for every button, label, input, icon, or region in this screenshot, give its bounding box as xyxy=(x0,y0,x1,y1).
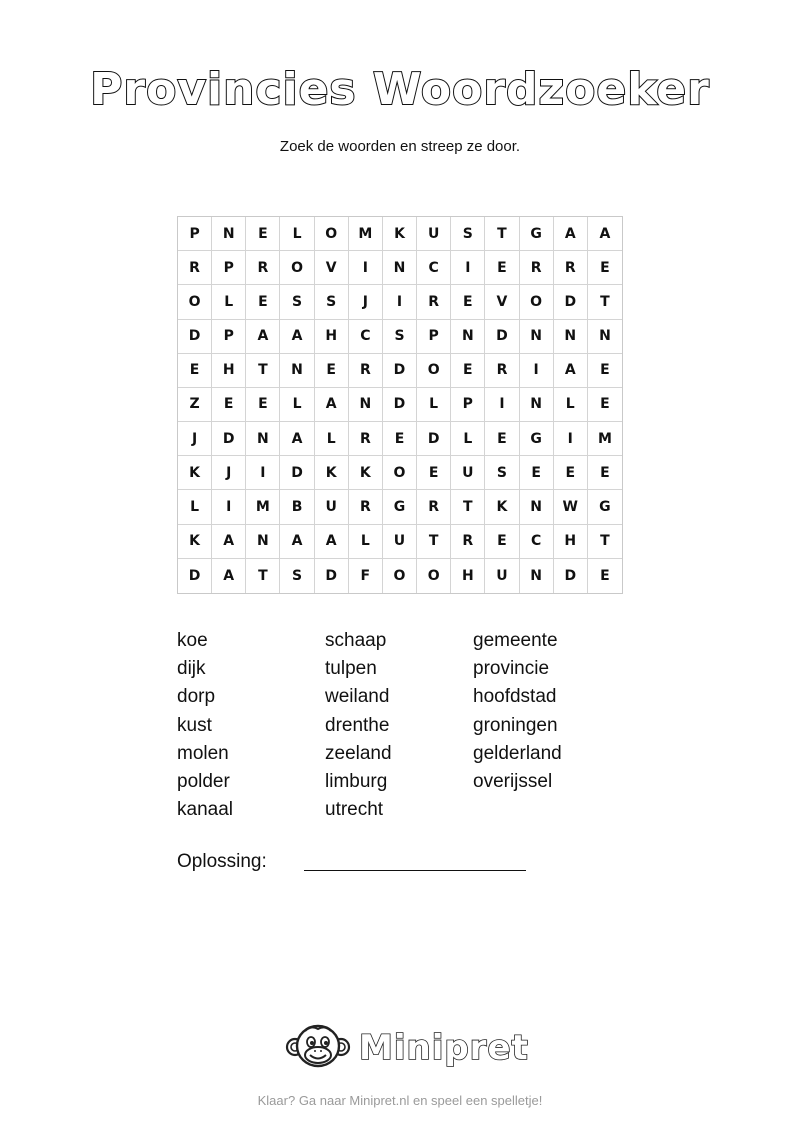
grid-cell[interactable]: K xyxy=(485,490,519,524)
grid-cell[interactable]: K xyxy=(349,456,383,490)
grid-cell[interactable]: D xyxy=(178,559,212,593)
grid-cell[interactable]: O xyxy=(178,285,212,319)
grid-cell[interactable]: O xyxy=(383,456,417,490)
grid-cell[interactable]: R xyxy=(417,285,451,319)
grid-cell[interactable]: U xyxy=(485,559,519,593)
grid-cell[interactable]: N xyxy=(554,320,588,354)
grid-cell[interactable]: K xyxy=(178,456,212,490)
grid-cell[interactable]: A xyxy=(554,354,588,388)
minipret-logo xyxy=(285,1020,529,1076)
grid-cell[interactable]: E xyxy=(588,354,622,388)
grid-cell[interactable]: A xyxy=(315,525,349,559)
word-list-item: weiland xyxy=(325,686,390,708)
grid-cell[interactable]: P xyxy=(417,320,451,354)
grid-cell[interactable]: G xyxy=(588,490,622,524)
grid-cell[interactable]: D xyxy=(383,388,417,422)
grid-cell[interactable]: A xyxy=(212,559,246,593)
grid-cell[interactable]: P xyxy=(178,217,212,251)
grid-cell[interactable]: N xyxy=(383,251,417,285)
word-list-item: dijk xyxy=(177,658,206,680)
grid-cell[interactable]: O xyxy=(280,251,314,285)
grid-cell[interactable]: O xyxy=(520,285,554,319)
grid-cell[interactable]: L xyxy=(280,388,314,422)
word-list-item: gemeente xyxy=(473,630,558,651)
grid-cell[interactable]: M xyxy=(349,217,383,251)
grid-cell[interactable]: D xyxy=(485,320,519,354)
grid-cell[interactable]: S xyxy=(383,320,417,354)
grid-cell[interactable]: R xyxy=(349,490,383,524)
grid-cell[interactable]: D xyxy=(178,320,212,354)
footer-text: Klaar? Ga naar Minipret.nl en speel een spelletje! xyxy=(257,1093,543,1108)
grid-cell[interactable]: L xyxy=(417,388,451,422)
grid-cell[interactable]: R xyxy=(178,251,212,285)
word-list-item: dorp xyxy=(177,686,216,708)
grid-cell[interactable]: I xyxy=(520,354,554,388)
grid-cell[interactable]: K xyxy=(383,217,417,251)
grid-cell[interactable]: N xyxy=(520,388,554,422)
word-list-item: polder xyxy=(177,771,230,793)
grid-cell[interactable]: E xyxy=(520,456,554,490)
grid-cell[interactable]: N xyxy=(349,388,383,422)
grid-cell[interactable]: R xyxy=(417,490,451,524)
grid-cell[interactable]: I xyxy=(554,422,588,456)
grid-cell[interactable]: R xyxy=(554,251,588,285)
grid-cell[interactable]: R xyxy=(349,354,383,388)
solution-label: Oplossing: xyxy=(177,851,267,872)
grid-cell[interactable]: L xyxy=(212,285,246,319)
grid-cell[interactable]: H xyxy=(451,559,485,593)
grid-cell[interactable]: N xyxy=(451,320,485,354)
grid-cell[interactable]: D xyxy=(315,559,349,593)
word-list-item: groningen xyxy=(473,714,558,736)
grid-cell[interactable]: E xyxy=(554,456,588,490)
word-list-item: kust xyxy=(177,714,212,736)
grid-cell[interactable]: T xyxy=(588,525,622,559)
word-list-item: provincie xyxy=(473,658,550,680)
grid-cell[interactable]: R xyxy=(246,251,280,285)
grid-cell[interactable]: O xyxy=(383,559,417,593)
grid-cell[interactable]: N xyxy=(246,525,280,559)
grid-cell[interactable]: E xyxy=(451,285,485,319)
grid-cell[interactable]: E xyxy=(588,456,622,490)
grid-cell[interactable]: E xyxy=(212,388,246,422)
word-list-column xyxy=(177,627,325,824)
grid-cell[interactable]: L xyxy=(451,422,485,456)
grid-cell[interactable]: R xyxy=(520,251,554,285)
grid-cell[interactable]: V xyxy=(315,251,349,285)
grid-cell[interactable]: M xyxy=(588,422,622,456)
grid-cell[interactable]: E xyxy=(485,422,519,456)
grid-cell[interactable]: I xyxy=(383,285,417,319)
grid-cell[interactable]: N xyxy=(212,217,246,251)
grid-cell[interactable]: A xyxy=(280,525,314,559)
grid-cell[interactable]: R xyxy=(349,422,383,456)
grid-cell[interactable]: D xyxy=(212,422,246,456)
grid-cell[interactable]: G xyxy=(520,217,554,251)
grid-cell[interactable]: D xyxy=(554,285,588,319)
grid-cell[interactable]: A xyxy=(246,320,280,354)
grid-cell[interactable]: S xyxy=(451,217,485,251)
word-list-item: overijssel xyxy=(473,771,553,793)
grid-cell[interactable]: U xyxy=(383,525,417,559)
grid-cell[interactable]: D xyxy=(280,456,314,490)
grid-cell[interactable]: L xyxy=(349,525,383,559)
grid-cell[interactable]: U xyxy=(451,456,485,490)
grid-cell[interactable]: L xyxy=(554,388,588,422)
grid-cell[interactable]: A xyxy=(588,217,622,251)
grid-cell[interactable]: I xyxy=(349,251,383,285)
grid-cell[interactable]: S xyxy=(315,285,349,319)
page-subtitle: Zoek de woorden en streep ze door. xyxy=(279,138,521,155)
grid-cell[interactable]: R xyxy=(451,525,485,559)
word-list-item: limburg xyxy=(325,771,388,793)
grid-cell[interactable]: T xyxy=(451,490,485,524)
grid-cell[interactable]: C xyxy=(520,525,554,559)
word-list xyxy=(177,627,621,824)
grid-cell[interactable]: S xyxy=(280,559,314,593)
grid-cell[interactable]: H xyxy=(554,525,588,559)
grid-cell[interactable]: J xyxy=(349,285,383,319)
logo-text: Minipret xyxy=(359,1028,529,1068)
grid-cell[interactable]: E xyxy=(246,217,280,251)
grid-cell[interactable]: G xyxy=(383,490,417,524)
monkey-face-icon xyxy=(285,1021,351,1075)
grid-cell[interactable]: L xyxy=(178,490,212,524)
grid-cell[interactable]: E xyxy=(417,456,451,490)
grid-cell[interactable]: G xyxy=(520,422,554,456)
grid-cell[interactable]: N xyxy=(246,422,280,456)
grid-cell[interactable]: P xyxy=(451,388,485,422)
grid-cell[interactable]: B xyxy=(280,490,314,524)
grid-cell[interactable]: L xyxy=(315,422,349,456)
grid-cell[interactable]: E xyxy=(588,388,622,422)
grid-cell[interactable]: N xyxy=(520,490,554,524)
grid-cell[interactable]: U xyxy=(315,490,349,524)
grid-cell[interactable]: F xyxy=(349,559,383,593)
grid-cell[interactable]: J xyxy=(212,456,246,490)
word-list-item: molen xyxy=(177,742,229,764)
word-list-column xyxy=(473,627,621,824)
word-list-item: schaap xyxy=(325,630,387,651)
grid-cell[interactable]: D xyxy=(554,559,588,593)
grid-cell[interactable]: R xyxy=(485,354,519,388)
grid-cell[interactable]: I xyxy=(451,251,485,285)
grid-cell[interactable]: V xyxy=(485,285,519,319)
grid-cell[interactable]: N xyxy=(280,354,314,388)
grid-cell[interactable]: N xyxy=(588,320,622,354)
grid-cell[interactable]: E xyxy=(485,251,519,285)
grid-cell[interactable]: S xyxy=(280,285,314,319)
grid-cell[interactable]: K xyxy=(178,525,212,559)
grid-cell[interactable]: A xyxy=(280,320,314,354)
grid-cell[interactable]: N xyxy=(520,559,554,593)
grid-cell[interactable]: E xyxy=(178,354,212,388)
word-list-item: zeeland xyxy=(325,742,392,764)
grid-cell[interactable]: S xyxy=(485,456,519,490)
grid-cell[interactable]: A xyxy=(554,217,588,251)
word-list-item: utrecht xyxy=(325,799,384,821)
grid-cell[interactable]: D xyxy=(383,354,417,388)
grid-cell[interactable]: H xyxy=(315,320,349,354)
grid-cell[interactable]: L xyxy=(280,217,314,251)
grid-cell[interactable]: P xyxy=(212,251,246,285)
grid-cell[interactable]: A xyxy=(315,388,349,422)
grid-cell[interactable]: T xyxy=(485,217,519,251)
grid-cell[interactable]: A xyxy=(280,422,314,456)
word-list-item: koe xyxy=(177,630,208,651)
grid-cell[interactable]: E xyxy=(383,422,417,456)
grid-cell[interactable]: Z xyxy=(178,388,212,422)
grid-cell[interactable]: A xyxy=(212,525,246,559)
grid-cell[interactable]: O xyxy=(417,559,451,593)
grid-cell[interactable]: E xyxy=(600,567,610,584)
grid-cell[interactable]: C xyxy=(349,320,383,354)
grid-cell[interactable]: T xyxy=(588,285,622,319)
grid-cell[interactable]: E xyxy=(246,285,280,319)
page-title: Provincies Woordzoeker xyxy=(90,64,710,115)
grid-cell[interactable]: O xyxy=(315,217,349,251)
grid-cell[interactable]: I xyxy=(212,490,246,524)
grid-cell[interactable]: N xyxy=(520,320,554,354)
word-list-item: kanaal xyxy=(177,799,233,821)
grid-cell[interactable]: T xyxy=(246,559,280,593)
word-list-item: tulpen xyxy=(325,658,377,680)
grid-cell[interactable]: C xyxy=(417,251,451,285)
grid-cell[interactable]: P xyxy=(212,320,246,354)
grid-cell[interactable]: J xyxy=(178,422,212,456)
grid-cell[interactable]: E xyxy=(315,354,349,388)
grid-cell[interactable]: H xyxy=(212,354,246,388)
word-list-item: gelderland xyxy=(473,742,562,764)
grid-cell[interactable]: K xyxy=(315,456,349,490)
grid-cell[interactable]: T xyxy=(246,354,280,388)
grid-cell[interactable]: O xyxy=(417,354,451,388)
grid-cell[interactable]: E xyxy=(246,388,280,422)
word-search-grid xyxy=(177,216,623,594)
grid-cell[interactable]: W xyxy=(554,490,588,524)
word-list-item: hoofdstad xyxy=(473,686,557,708)
grid-cell[interactable]: E xyxy=(485,525,519,559)
solution-answer-line[interactable] xyxy=(304,870,526,871)
grid-cell[interactable]: M xyxy=(246,490,280,524)
word-list-item: drenthe xyxy=(325,714,390,736)
grid-cell[interactable]: I xyxy=(246,456,280,490)
grid-cell[interactable]: T xyxy=(417,525,451,559)
grid-cell[interactable]: I xyxy=(485,388,519,422)
grid-cell[interactable]: U xyxy=(417,217,451,251)
grid-cell[interactable]: E xyxy=(588,251,622,285)
word-list-column xyxy=(325,627,473,824)
grid-cell[interactable]: D xyxy=(417,422,451,456)
grid-cell[interactable]: E xyxy=(451,354,485,388)
